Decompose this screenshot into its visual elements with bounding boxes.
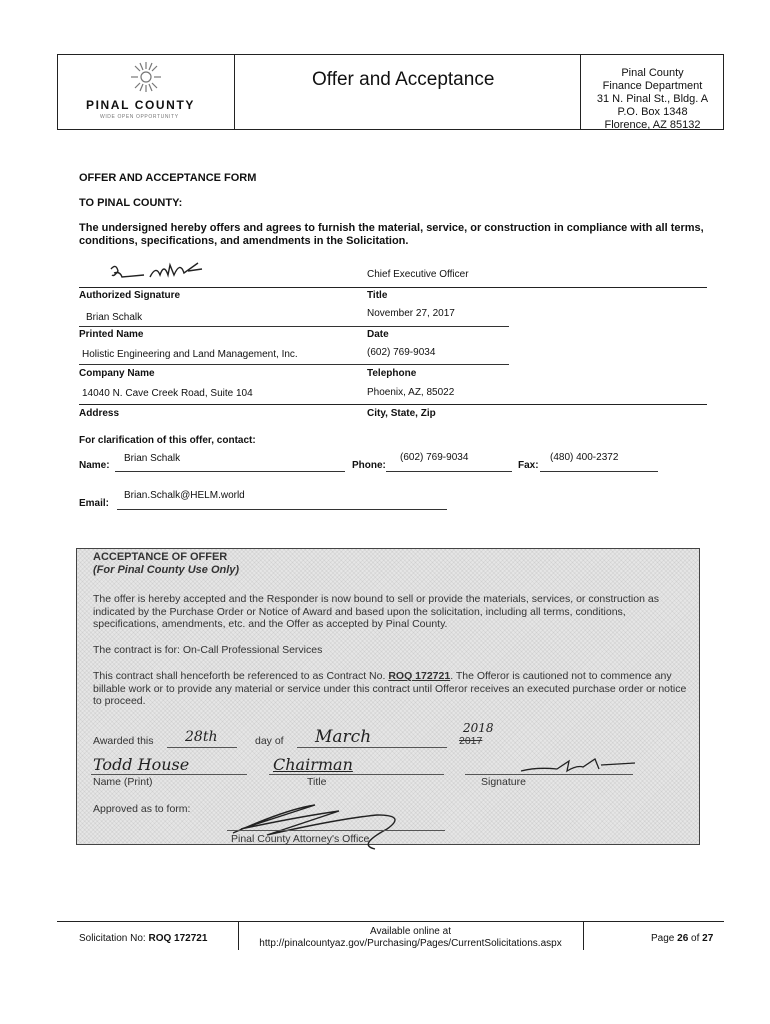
- date-value: November 27, 2017: [367, 308, 455, 319]
- footer-divider: [583, 922, 584, 950]
- solicitation-number: ROQ 172721: [148, 933, 208, 944]
- contract-number: ROQ 172721: [388, 670, 451, 682]
- title-print-value: Chairman: [273, 755, 353, 774]
- title-value: Chief Executive Officer: [367, 269, 469, 280]
- contract-reference: [93, 670, 689, 708]
- solicitation-label: Solicitation No:: [79, 933, 146, 944]
- address-line: P.O. Box 1348: [617, 106, 688, 118]
- city-value: Phoenix, AZ, 85022: [367, 387, 455, 398]
- underline: [540, 471, 658, 472]
- awarded-label: Awarded this: [93, 735, 154, 747]
- date-label: Date: [367, 329, 389, 340]
- address-line: 31 N. Pinal St., Bldg. A: [596, 93, 709, 105]
- signature-print-label: Signature: [481, 776, 526, 788]
- contact-fax-label: Fax:: [518, 460, 539, 471]
- approved-label: Approved as to form:: [93, 803, 191, 815]
- address-value: 14040 N. Cave Creek Road, Suite 104: [82, 388, 253, 399]
- printed-name-value: Brian Schalk: [86, 312, 143, 323]
- name-print-label: Name (Print): [93, 776, 153, 788]
- underline: [386, 471, 512, 472]
- address-line: Finance Department: [602, 80, 703, 92]
- printed-name-label: Printed Name: [79, 329, 144, 340]
- underline: [465, 774, 633, 775]
- header-box: [57, 54, 724, 130]
- page-number: [651, 933, 713, 944]
- divider: [79, 287, 707, 288]
- underline: [269, 774, 444, 775]
- page-label: Page: [651, 933, 675, 944]
- logo-name: PINAL COUNTY: [86, 98, 195, 112]
- address-line: Florence, AZ 85132: [604, 119, 701, 131]
- availability-info: [238, 926, 583, 950]
- form-to: TO PINAL COUNTY:: [79, 197, 183, 209]
- day-of-label: day of: [255, 735, 284, 747]
- telephone-value: (602) 769-9034: [367, 347, 436, 358]
- underline: [227, 830, 445, 831]
- sun-logo-icon: [130, 61, 162, 93]
- authorized-signature-image: [108, 257, 228, 285]
- underline: [117, 509, 447, 510]
- footer: [57, 921, 724, 956]
- name-print-value: Todd House: [93, 755, 190, 774]
- logo-cell: [58, 55, 235, 129]
- solicitation-info: [79, 933, 207, 944]
- contact-heading: For clarification of this offer, contact:: [79, 435, 256, 446]
- contact-phone-label: Phone:: [352, 460, 386, 471]
- contact-email-value: Brian.Schalk@HELM.world: [124, 490, 245, 501]
- form-heading: OFFER AND ACCEPTANCE FORM: [79, 172, 257, 184]
- awarded-month: March: [315, 727, 372, 747]
- contact-phone-value: (602) 769-9034: [400, 452, 469, 463]
- title-print-label: Title: [307, 776, 327, 788]
- acceptance-box: [76, 548, 700, 845]
- divider: [79, 364, 509, 365]
- contact-email-label: Email:: [79, 498, 110, 509]
- contract-ref-text: . The Offeror is cautioned not to commence any billable work or to provide any material or service under this contract until Offeror receives an executed purchase order or notice to proceed.: [93, 670, 687, 707]
- address-label: Address: [79, 408, 120, 419]
- awarded-day: 28th: [185, 729, 218, 745]
- divider: [79, 326, 509, 327]
- underline: [115, 471, 345, 472]
- page-total: 27: [702, 933, 714, 944]
- contact-name-value: Brian Schalk: [124, 453, 181, 464]
- address-cell: [580, 55, 724, 129]
- contract-for: The contract is for: On-Call Professional Services: [93, 644, 323, 656]
- solicitations-url: http://pinalcountyaz.gov/Purchasing/Pages/CurrentSolicitations.aspx: [259, 938, 562, 949]
- page-title: Offer and Acceptance: [312, 69, 495, 90]
- county-address: [581, 67, 724, 132]
- year-printed: 2017: [459, 735, 483, 747]
- form-intro: The undersigned hereby offers and agrees to furnish the material, service, or construction in compliance with all terms, conditions, specifications, and amendments in the Solicitation.: [79, 222, 704, 247]
- telephone-label: Telephone: [367, 368, 417, 379]
- page-current: 26: [677, 933, 689, 944]
- company-label: Company Name: [79, 368, 155, 379]
- underline: [91, 774, 247, 775]
- acceptance-subheading: (For Pinal County Use Only): [93, 564, 240, 576]
- company-value: Holistic Engineering and Land Management, Inc.: [82, 349, 298, 360]
- logo-tagline: WIDE OPEN OPPORTUNITY: [100, 114, 179, 120]
- contact-fax-value: (480) 400-2372: [550, 452, 619, 463]
- page-of-label: of: [691, 933, 700, 944]
- acceptance-heading: ACCEPTANCE OF OFFER: [93, 551, 228, 563]
- attorney-label: Pinal County Attorney's Office: [231, 833, 370, 845]
- acceptance-paragraph: The offer is hereby accepted and the Responder is now bound to sell or provide the materials, services, or construction as indicated by the Purchase Order or Notice of Award and based upon the solicitation, including all terms, conditions, specifications, amendments, etc. and the Offer as accepted by Pinal County.: [93, 593, 659, 630]
- underline: [297, 747, 447, 748]
- contract-ref-text: This contract shall henceforth be referenced to as Contract No.: [93, 670, 386, 682]
- address-line: Pinal County: [621, 67, 684, 79]
- contact-name-label: Name:: [79, 460, 110, 471]
- available-label: Available online at: [370, 926, 451, 937]
- divider: [79, 404, 707, 405]
- title-label: Title: [367, 290, 388, 301]
- signature-label: Authorized Signature: [79, 290, 181, 301]
- year-handwritten: 2018: [463, 721, 494, 735]
- city-label: City, State, Zip: [367, 408, 436, 419]
- underline: [167, 747, 237, 748]
